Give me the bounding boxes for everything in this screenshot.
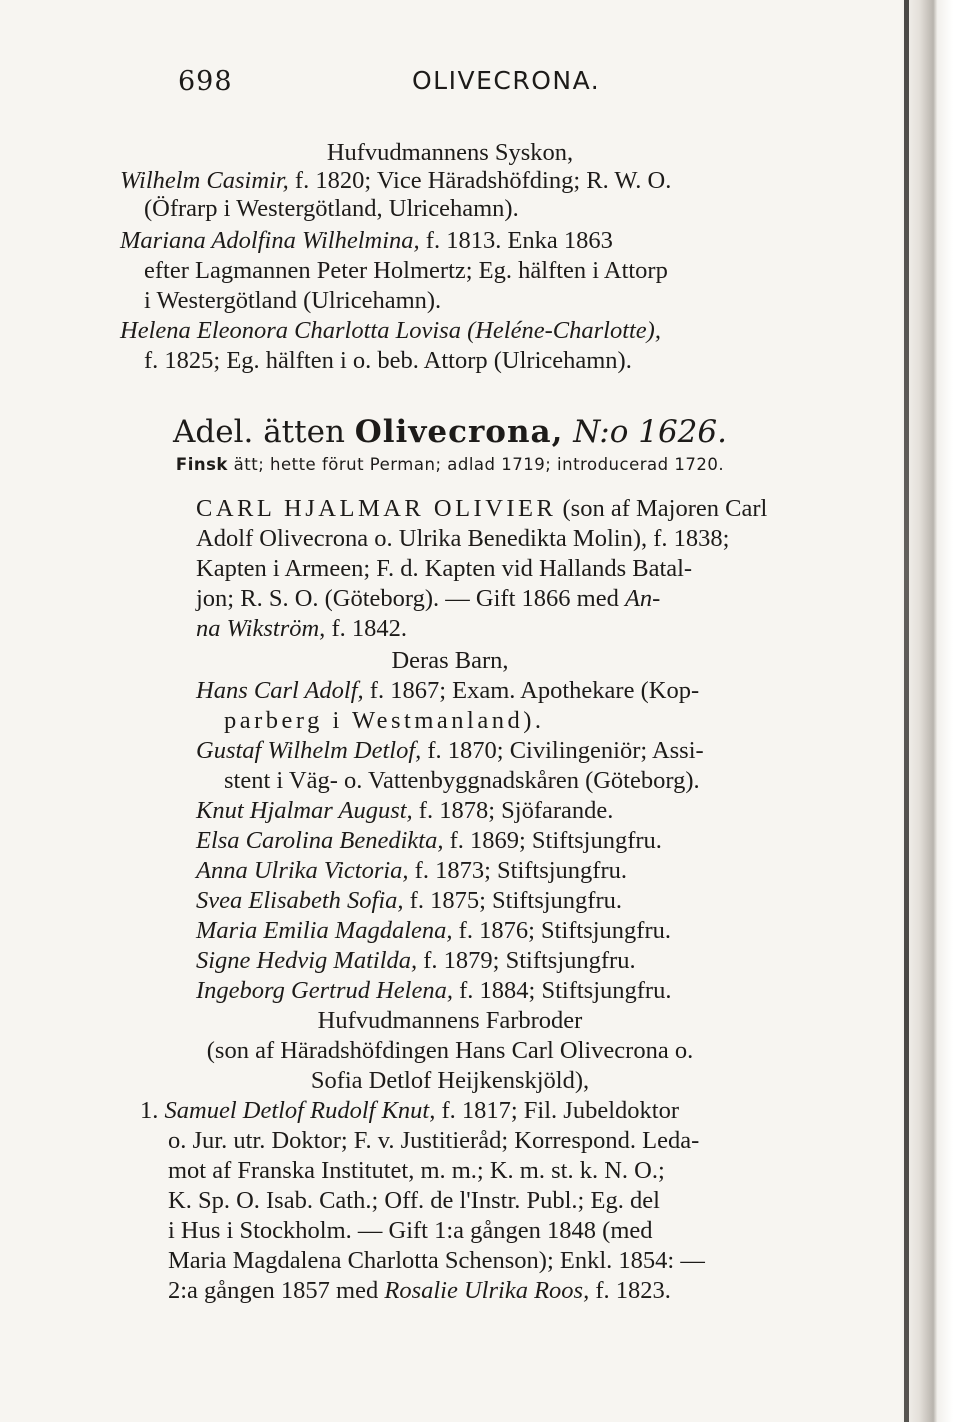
child-elsa-name: Elsa Carolina Benedikta,: [196, 827, 444, 854]
uncle-samuel-line5: i Hus i Stockholm. — Gift 1:a gången 1848 (med: [168, 1217, 653, 1244]
child-signe: [196, 946, 953, 976]
child-hans-line1: [196, 676, 953, 706]
heading-prefix: Adel. ätten: [173, 414, 345, 450]
head-line5: [196, 614, 953, 644]
child-anna-rest: f. 1873; Stiftsjungfru.: [414, 857, 628, 884]
sibling-wilhelm-born: f. 1820; Vice Häradshöfding; R. W. O.: [294, 167, 672, 194]
sibling-mariana-line2: efter Lagmannen Peter Holmertz; Eg. hälften i Attorp: [144, 257, 668, 284]
sibling-wilhelm-line1: [120, 166, 880, 196]
sibling-mariana-line3: i Westergötland (Ulricehamn).: [144, 287, 442, 314]
child-elsa: [196, 826, 953, 856]
child-elsa-rest: f. 1869; Stiftsjungfru.: [449, 827, 662, 854]
sibling-mariana-name: Mariana Adolfina Wilhelmina,: [120, 227, 420, 254]
subtitle-origin: Finsk: [175, 455, 228, 474]
uncle-samuel-line4: K. Sp. O. Isab. Cath.; Off. de l'Instr. Publ.; Eg. del: [168, 1187, 660, 1214]
running-head: OLIVECRONA.: [412, 66, 601, 95]
child-ingeborg-name: Ingeborg Gertrud Helena,: [196, 977, 453, 1004]
uncle-samuel-line2: o. Jur. utr. Doktor; F. v. Justitieråd; Korrespond. Leda-: [168, 1127, 700, 1154]
child-anna-name: Anna Ulrika Victoria,: [196, 857, 409, 884]
child-hans-rest: f. 1867; Exam. Apothekare (Kop-: [369, 677, 700, 704]
child-gustaf-line1: [196, 736, 953, 766]
child-signe-name: Signe Hedvig Matilda,: [196, 947, 418, 974]
sibling-mariana-born: f. 1813. Enka 1863: [425, 227, 613, 254]
head-line4: [196, 584, 953, 614]
child-ingeborg: [196, 976, 953, 1006]
uncle-samuel-spouse-name: Rosalie Ulrika Roos,: [384, 1277, 590, 1304]
child-svea: [196, 886, 953, 916]
siblings-title: Hufvudmannens Syskon,: [326, 139, 574, 166]
child-maria-rest: f. 1876; Stiftsjungfru.: [458, 917, 672, 944]
uncle-samuel-line7-pre: 2:a gången 1857 med: [168, 1277, 379, 1304]
child-gustaf-name: Gustaf Wilhelm Detlof,: [196, 737, 422, 764]
child-hans-line2: parberg i Westmanland).: [224, 707, 545, 734]
sibling-mariana-line1: [120, 226, 953, 256]
uncles-sub1: (son af Häradshöfdingen Hans Carl Olivecrona o.: [206, 1037, 694, 1064]
page-header: [0, 66, 900, 106]
subtitle-text: ätt; hette förut Perman; adlad 1719; introducerad 1720.: [233, 455, 725, 474]
uncles-sub2: Sofia Detlof Heijkenskjöld),: [310, 1067, 590, 1094]
spouse-name-part1: An-: [624, 585, 661, 612]
uncle-samuel-number: 1.: [140, 1097, 159, 1124]
heading-number: N:o 1626.: [573, 414, 727, 450]
child-svea-name: Svea Elisabeth Sofia,: [196, 887, 404, 914]
sibling-wilhelm-name: Wilhelm Casimir,: [120, 167, 289, 194]
child-knut: [196, 796, 953, 826]
head-line4-text: jon; R. S. O. (Göteborg). — Gift 1866 med: [196, 585, 619, 612]
noble-family-subtitle: [0, 452, 900, 478]
spouse-name-part2: na Wikström,: [196, 615, 326, 642]
child-svea-rest: f. 1875; Stiftsjungfru.: [409, 887, 623, 914]
heading-family-name: Olivecrona,: [354, 414, 564, 450]
uncle-samuel-line3: mot af Franska Institutet, m. m.; K. m. st. k. N. O.;: [168, 1157, 665, 1184]
child-anna: [196, 856, 953, 886]
sibling-helena-line2: f. 1825; Eg. hälften i o. beb. Attorp (Ulricehamn).: [144, 347, 632, 374]
spouse-born: f. 1842.: [331, 615, 407, 642]
child-hans-name: Hans Carl Adolf,: [196, 677, 364, 704]
sibling-helena-name: Helena Eleonora Charlotta Lovisa (Heléne-Charlotte),: [120, 317, 661, 344]
uncles-title: Hufvudmannens Farbroder: [317, 1007, 583, 1034]
noble-family-heading: [0, 412, 900, 452]
head-line3: Kapten i Armeen; F. d. Kapten vid Hallands Batal-: [196, 555, 693, 582]
child-gustaf-line2: stent i Väg- o. Vattenbyggnadskåren (Göteborg).: [224, 767, 700, 794]
child-ingeborg-rest: f. 1884; Stiftsjungfru.: [459, 977, 672, 1004]
child-signe-rest: f. 1879; Stiftsjungfru.: [423, 947, 636, 974]
page-number: 698: [178, 66, 233, 97]
head-name: CARL HJALMAR OLIVIER: [196, 495, 557, 522]
child-maria-name: Maria Emilia Magdalena,: [196, 917, 453, 944]
children-title: Deras Barn,: [391, 647, 509, 674]
head-line1: [196, 494, 953, 524]
child-knut-rest: f. 1878; Sjöfarande.: [418, 797, 614, 824]
child-gustaf-rest: f. 1870; Civilingeniör; Assi-: [427, 737, 704, 764]
uncle-samuel-line7: [168, 1276, 953, 1306]
uncle-samuel-line6: Maria Magdalena Charlotta Schenson); Enkl. 1854: —: [168, 1247, 705, 1274]
uncle-samuel-name: Samuel Detlof Rudolf Knut,: [164, 1097, 436, 1124]
child-maria: [196, 916, 953, 946]
uncle-samuel-line7-post: f. 1823.: [595, 1277, 671, 1304]
uncle-samuel-line1: [140, 1096, 953, 1126]
sibling-wilhelm-place: (Öfrarp i Westergötland, Ulricehamn).: [144, 195, 519, 222]
uncle-samuel-rest: f. 1817; Fil. Jubeldoktor: [441, 1097, 679, 1124]
head-line2: Adolf Olivecrona o. Ulrika Benedikta Molin), f. 1838;: [196, 525, 730, 552]
head-line1-rest: (son af Majoren Carl: [562, 495, 768, 522]
child-knut-name: Knut Hjalmar August,: [196, 797, 413, 824]
